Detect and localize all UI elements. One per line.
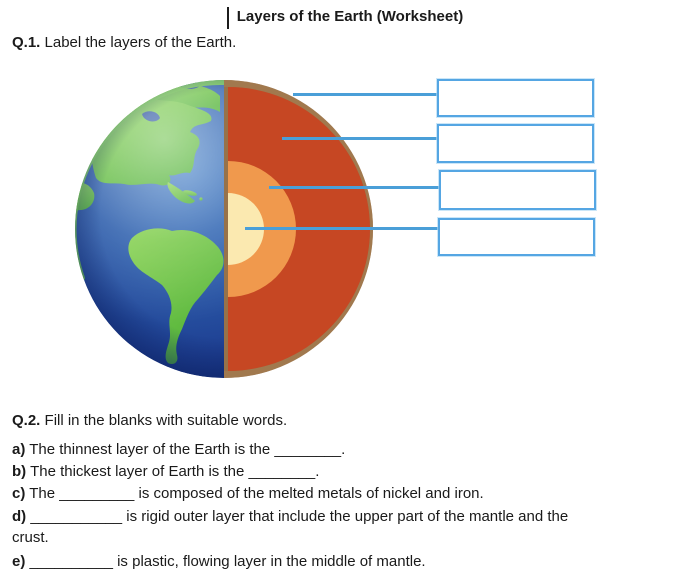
layer-label-box-4[interactable] [438,218,595,256]
connector-line-outer-core [269,186,439,189]
connector-line-mantle [282,137,437,140]
q1-number: Q.1. [12,34,41,51]
q2-item-c [12,485,484,502]
q2-item-a-text: The thinnest layer of the Earth is the ________. [25,441,346,458]
q2-item-b-text: The thickest layer of Earth is the ________. [26,463,320,480]
q2-item-d [12,508,568,525]
connector-line-inner-core [245,227,438,230]
text-cursor [227,7,229,29]
page-title: Layers of the Earth (Worksheet) [236,8,464,25]
q2-heading [12,412,287,429]
q1-prompt [12,34,236,51]
q2-heading-text: Fill in the blanks with suitable words. [40,412,288,429]
connector-line-crust [293,93,437,96]
q2-item-d-label: d) [12,508,27,525]
q2-item-d-text: ___________ is rigid outer layer that include the upper part of the mantle and the [26,508,569,525]
q2-item-e-label: e) [12,553,26,570]
q2-item-b [12,463,319,480]
q2-item-d-wrap-text: crust. [12,529,49,546]
q2-item-c-text: The _________ is composed of the melted metals of nickel and iron. [25,485,484,502]
q2-item-d-wrap [12,529,49,546]
q2-item-e-text: __________ is plastic, flowing layer in the middle of mantle. [25,553,426,570]
q2-item-c-label: c) [12,485,26,502]
q1-text: Label the layers of the Earth. [40,34,237,51]
q2-item-a-label: a) [12,441,26,458]
layer-label-box-2[interactable] [437,124,594,163]
q2-item-a [12,441,345,458]
layer-label-box-1[interactable] [437,79,594,117]
layer-label-box-3[interactable] [439,170,596,210]
q2-item-b-label: b) [12,463,27,480]
q2-item-e [12,553,426,570]
q2-number: Q.2. [12,412,41,429]
